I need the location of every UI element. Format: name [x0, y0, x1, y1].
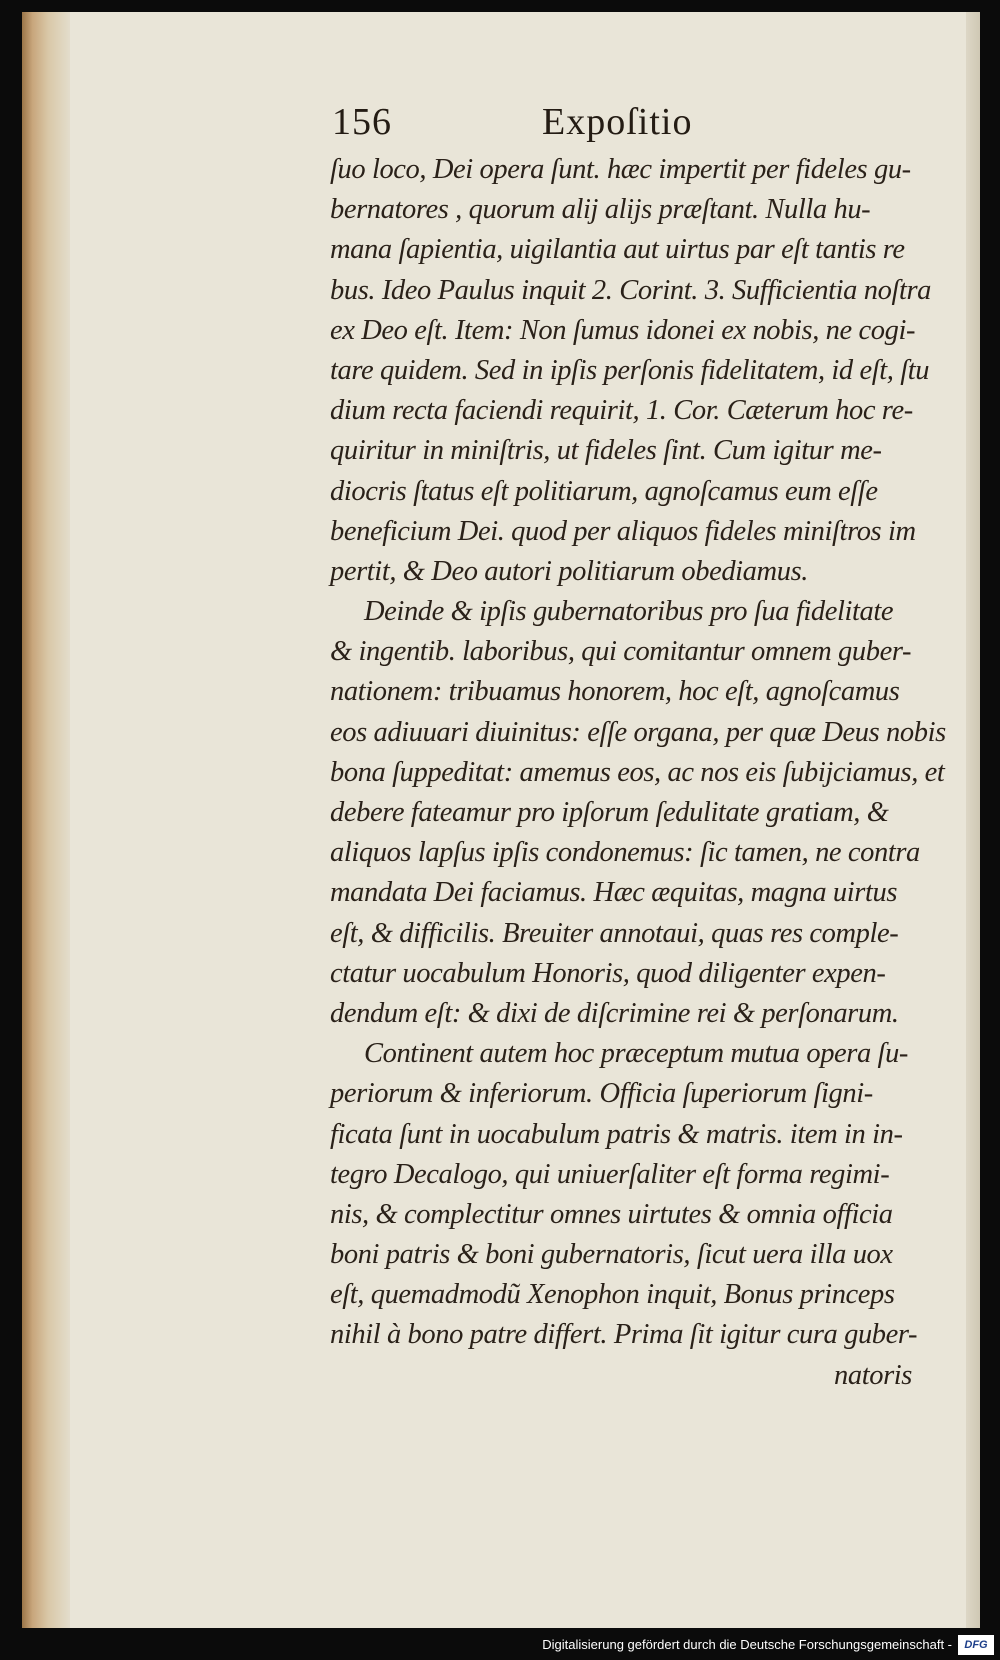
- page-right-edge: [966, 12, 980, 1628]
- text-line: aliquos lapſus ipſis condonemus: ſic tamen, ne contra: [330, 837, 920, 869]
- text-line: tare quidem. Sed in ipſis perſonis fidelitatem, id eſt, ſtu: [330, 354, 930, 386]
- text-line: periorum & inferiorum. Officia ſuperiorum ſigni-: [330, 1078, 873, 1110]
- text-line: nis, & complectitur omnes uirtutes & omnia officia: [330, 1198, 893, 1230]
- text-line: eſt, & difficilis. Breuiter annotaui, quas res comple-: [330, 917, 899, 949]
- text-line: dium recta faciendi requirit, 1. Cor. Cæterum hoc re-: [330, 395, 913, 427]
- text-line: nationem: tribuamus honorem, hoc eſt, agnoſcamus: [330, 676, 900, 708]
- scanned-book-page: [22, 12, 980, 1628]
- text-line: beneficium Dei. quod per aliquos fideles miniſtros im: [330, 515, 916, 547]
- page-header: [332, 100, 892, 150]
- text-line: ex Deo eſt. Item: Non ſumus idonei ex nobis, ne cogi-: [330, 314, 916, 346]
- text-line: quiritur in miniſtris, ut fideles ſint. Cum igitur me-: [330, 435, 882, 467]
- dfg-credit-text: Digitalisierung gefördert durch die Deutsche Forschungsgemeinschaft -: [542, 1637, 952, 1652]
- text-line: bus. Ideo Paulus inquit 2. Corint. 3. Sufficientia noſtra: [330, 274, 932, 306]
- text-line: dendum eſt: & dixi de diſcrimine rei & perſonarum.: [330, 997, 899, 1029]
- running-head: Expoſitio: [542, 101, 693, 143]
- page-number: 156: [332, 101, 392, 143]
- digitization-footer: [0, 1628, 1000, 1660]
- text-line: mana ſapientia, uigilantia aut uirtus par eſt tantis re: [330, 234, 905, 266]
- dfg-logo: [958, 1635, 994, 1655]
- text-line: bona ſuppeditat: amemus eos, ac nos eis ſubijciamus, et: [330, 756, 945, 788]
- text-line: nihil à bono patre differt. Prima ſit igitur cura guber-: [330, 1319, 918, 1351]
- text-line: bernatores , quorum alij alijs præſtant. Nulla hu-: [330, 194, 871, 226]
- text-line: ctatur uocabulum Honoris, quod diligenter expen-: [330, 957, 886, 989]
- text-line: eſt, quemadmodũ Xenophon inquit, Bonus princeps: [330, 1279, 895, 1311]
- catchword: natoris: [834, 1359, 912, 1391]
- text-line: eos adiuuari diuinitus: eſſe organa, per quæ Deus nobis: [330, 716, 946, 748]
- body-text: [330, 150, 946, 1396]
- dfg-logo-text: DFG: [964, 1639, 988, 1651]
- text-line: ſuo loco, Dei opera ſunt. hæc impertit per fideles gu-: [330, 154, 911, 185]
- book-spine-edge: [22, 12, 70, 1628]
- text-line: boni patris & boni gubernatoris, ſicut uera illa uox: [330, 1239, 893, 1271]
- text-line: tegro Decalogo, qui uniuerſaliter eſt forma regimi-: [330, 1158, 890, 1190]
- text-line: & ingentib. laboribus, qui comitantur omnem guber-: [330, 636, 912, 668]
- paragraph-start-line: Deinde & ipſis gubernatoribus pro ſua fidelitate: [364, 596, 894, 628]
- text-line: mandata Dei faciamus. Hæc æquitas, magna uirtus: [330, 877, 898, 909]
- text-line: pertit, & Deo autori politiarum obediamus.: [330, 555, 808, 587]
- text-line: ficata ſunt in uocabulum patris & matris. item in in-: [330, 1118, 903, 1150]
- text-line: diocris ſtatus eſt politiarum, agnoſcamus eum eſſe: [330, 475, 878, 507]
- text-line: debere fateamur pro ipſorum ſedulitate gratiam, &: [330, 797, 889, 828]
- paragraph-start-line: Continent autem hoc præceptum mutua opera ſu-: [364, 1038, 909, 1070]
